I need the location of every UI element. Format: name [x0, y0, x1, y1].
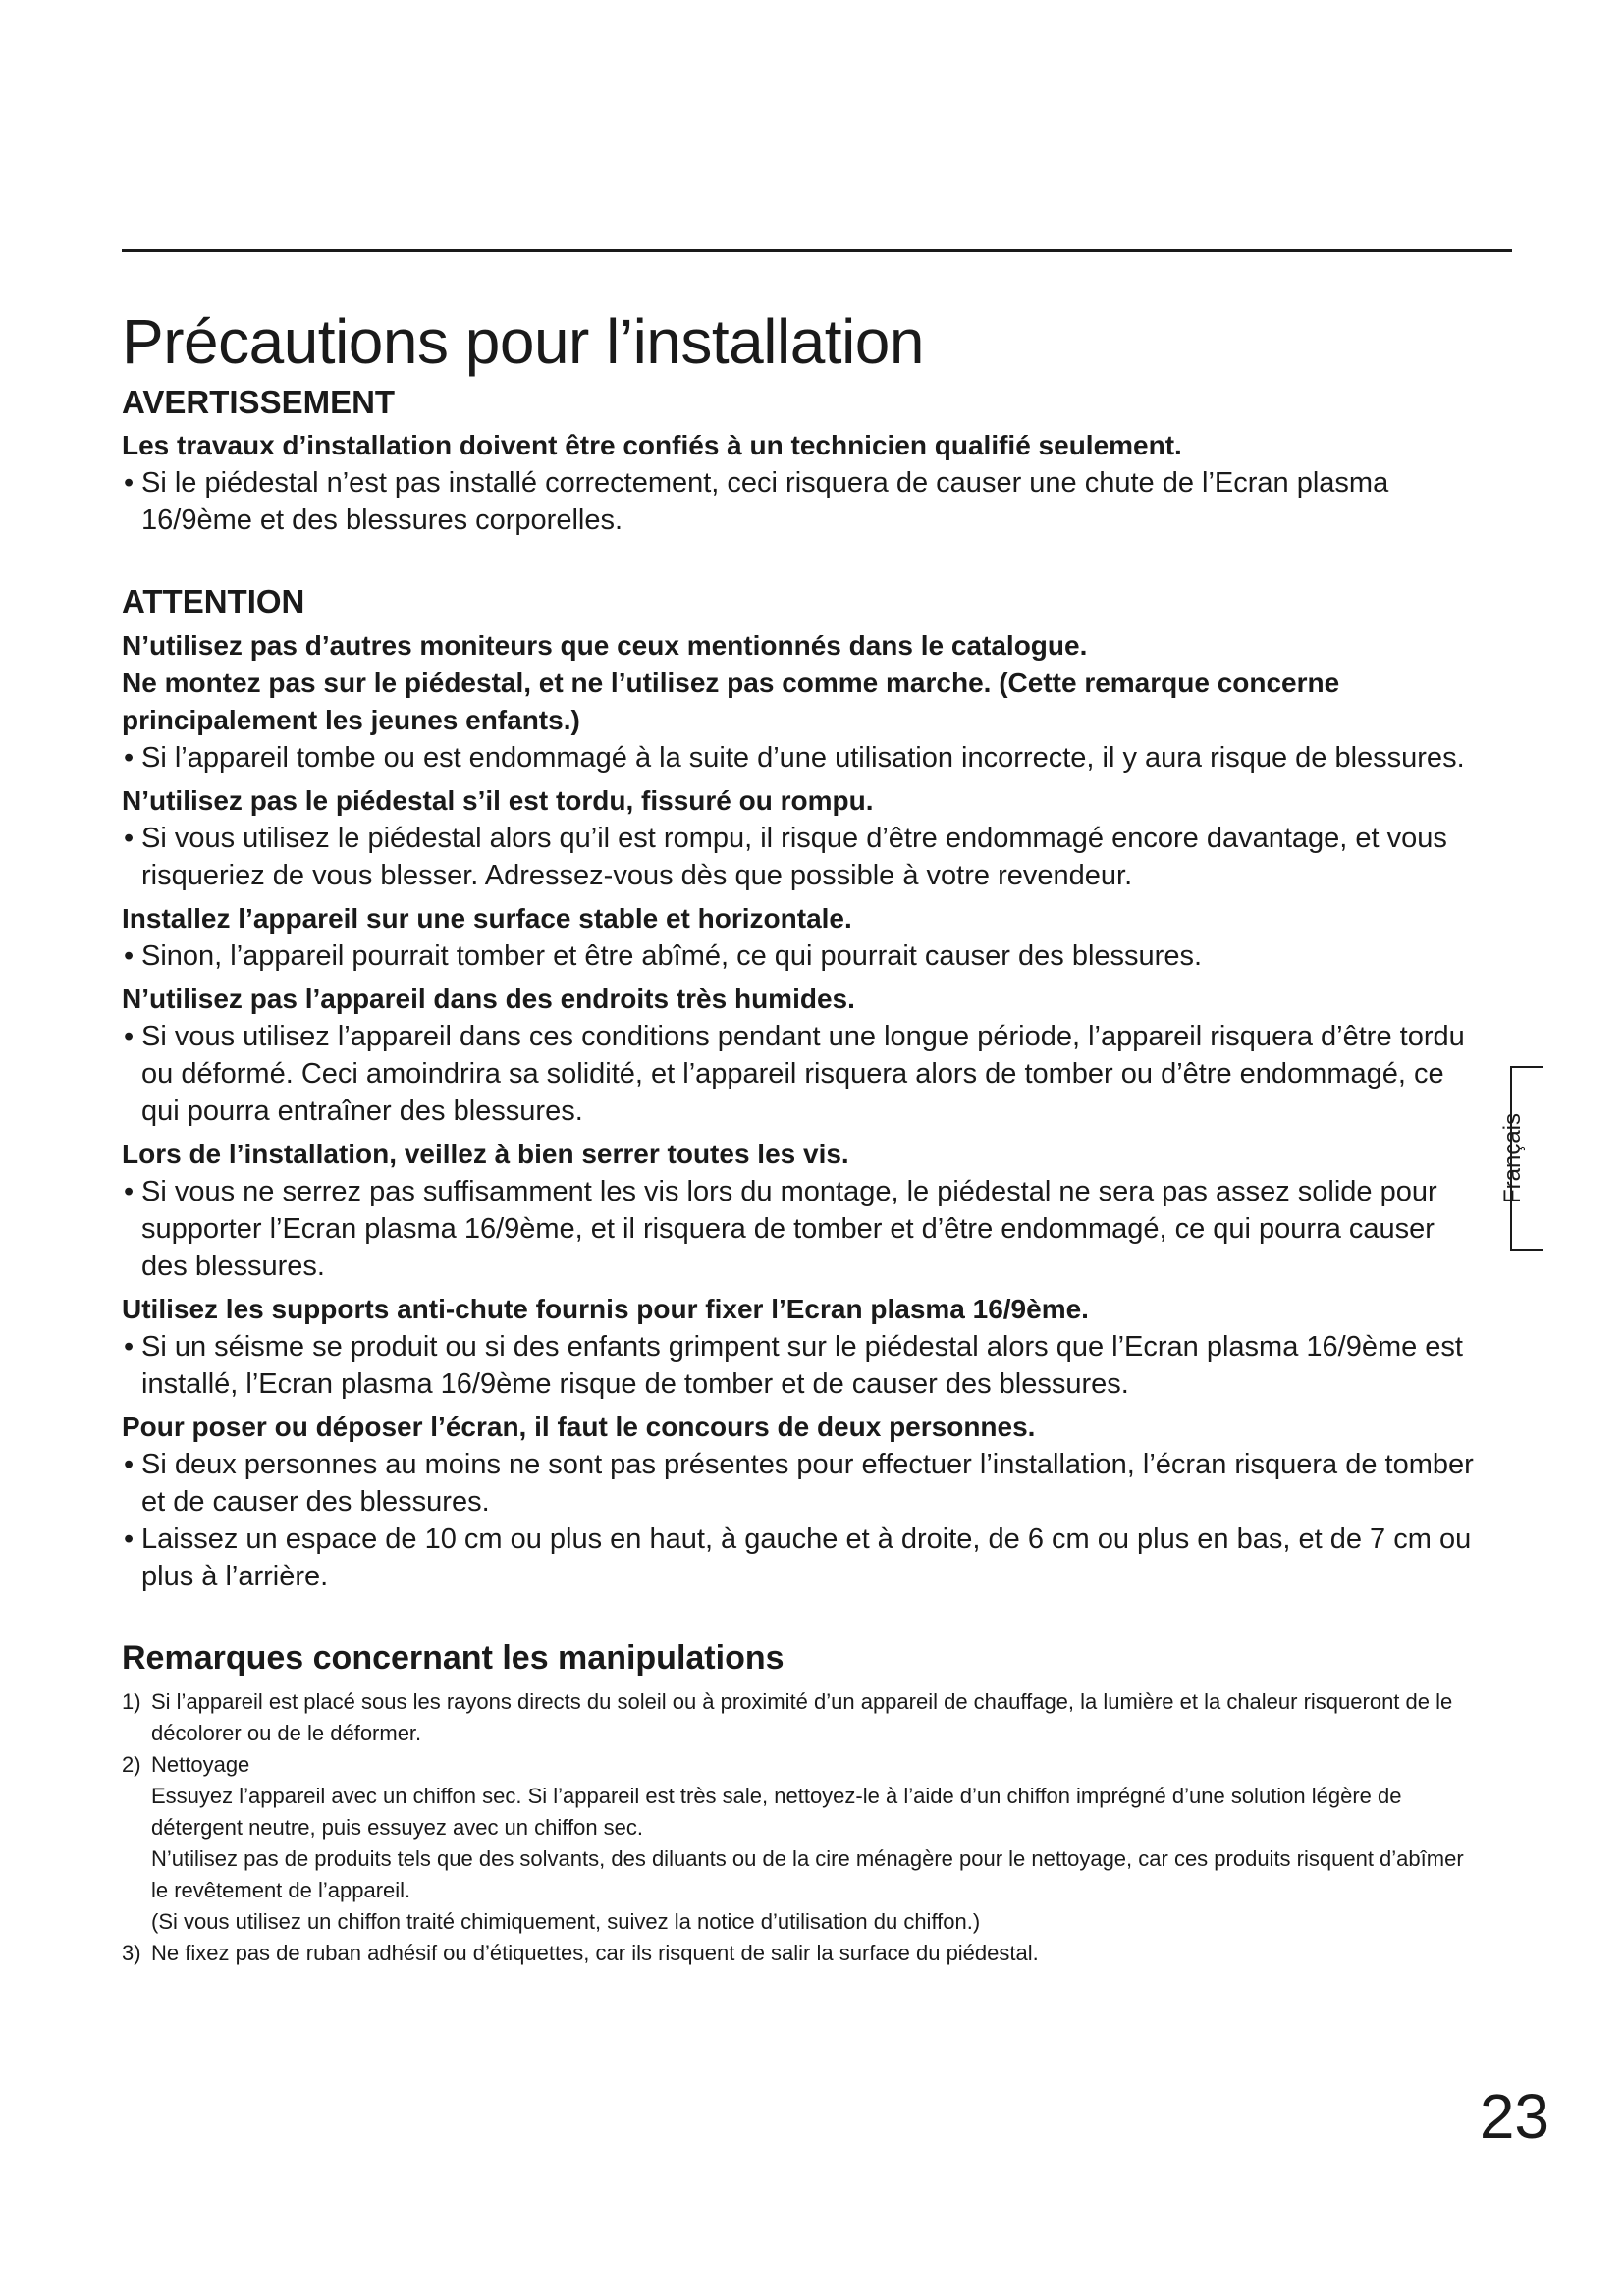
caution-bullets	[122, 1018, 1477, 1130]
caution-bullets	[122, 1173, 1477, 1285]
page-title: Précautions pour l’installation	[122, 306, 924, 377]
remark-text: Essuyez l’appareil avec un chiffon sec. Si l’appareil est très sale, nettoyez-le à l’aide d’un chiffon imprégné d’une solution légère de détergent neutre, puis essuyez avec un chiffon sec.	[151, 1783, 1402, 1840]
remark-number: 3)	[122, 1940, 141, 1965]
remark-item	[122, 1686, 1477, 1749]
top-rule	[122, 249, 1512, 252]
caution-section	[122, 582, 1477, 1595]
remark-item	[122, 1749, 1477, 1938]
remark-text: N’utilisez pas de produits tels que des solvants, des diluants ou de la cire ménagère pour le nettoyage, car ces produits risquent d’abîmer le revêtement de l’appareil.	[151, 1845, 1464, 1902]
remark-title: Nettoyage	[151, 1751, 250, 1777]
caution-bullet: • Si vous utilisez le piédestal alors qu’il est rompu, il risque d’être endommagé encore davantage, et vous risqueriez de vous blesser. Adressez-vous dès que possible à votre revendeur.	[122, 820, 1477, 894]
remarks-heading: Remarques concernant les manipulations	[122, 1638, 785, 1677]
caution-bold-statement: Pour poser ou déposer l’écran, il faut le concours de deux personnes.	[122, 1411, 1036, 1442]
language-side-tab	[1499, 1066, 1543, 1251]
side-tab-label: Français	[1499, 1112, 1526, 1204]
caution-heading: ATTENTION	[122, 583, 305, 620]
caution-bullet: • Si deux personnes au moins ne sont pas présentes pour effectuer l’installation, l’écran risquera de tomber et de causer des blessures.	[122, 1446, 1477, 1521]
page-number: 23	[1479, 2081, 1549, 2152]
remark-text: (Si vous utilisez un chiffon traité chimiquement, suivez la notice d’utilisation du chiffon.)	[151, 1908, 981, 1934]
caution-bold-statement: Utilisez les supports anti-chute fournis pour fixer l’Ecran plasma 16/9ème.	[122, 1293, 1089, 1324]
caution-bullet: • Si l’appareil tombe ou est endommagé à la suite d’une utilisation incorrecte, il y aura risque de blessures.	[122, 739, 1477, 776]
caution-bullet: • Si vous ne serrez pas suffisamment les vis lors du montage, le piédestal ne sera pas assez solide pour supporter l’Ecran plasma 16/9ème, et il risquera de tomber et d’être endommagé, ce qui pourra causer des blessures.	[122, 1173, 1477, 1285]
caution-bullet: • Sinon, l’appareil pourrait tomber et être abîmé, ce qui pourrait causer des blessures.	[122, 937, 1477, 975]
caution-bold-statement: Ne montez pas sur le piédestal, et ne l’utilisez pas comme marche. (Cette remarque concerne principalement les jeunes enfants.)	[122, 667, 1340, 735]
remark-item	[122, 1938, 1477, 1969]
remark-text: Si l’appareil est placé sous les rayons directs du soleil ou à proximité d’un appareil de chauffage, la lumière et la chaleur risqueront de le décolorer ou de le déformer.	[151, 1688, 1453, 1745]
caution-bold-statement: Installez l’appareil sur une surface stable et horizontale.	[122, 902, 852, 934]
warning-bold-statement: Les travaux d’installation doivent être confiés à un technicien qualifié seulement.	[122, 430, 1182, 461]
warning-heading: AVERTISSEMENT	[122, 383, 396, 420]
caution-bullets	[122, 820, 1477, 894]
caution-bullets	[122, 937, 1477, 975]
remarks-section	[122, 1638, 1477, 1969]
page-content	[122, 306, 1477, 1969]
caution-bullet: • Laissez un espace de 10 cm ou plus en haut, à gauche et à droite, de 6 cm ou plus en bas, et de 7 cm ou plus à l’arrière.	[122, 1521, 1477, 1595]
caution-bullets	[122, 1446, 1477, 1595]
caution-bold-statement: Lors de l’installation, veillez à bien serrer toutes les vis.	[122, 1138, 849, 1169]
caution-bullets	[122, 739, 1477, 776]
caution-bullet: • Si un séisme se produit ou si des enfants grimpent sur le piédestal alors que l’Ecran plasma 16/9ème est installé, l’Ecran plasma 16/9ème risque de tomber et de causer des blessures.	[122, 1328, 1477, 1403]
remark-number: 1)	[122, 1688, 141, 1714]
remark-number: 2)	[122, 1751, 141, 1777]
caution-bullets	[122, 1328, 1477, 1403]
warning-bullet: • Si le piédestal n’est pas installé correctement, ceci risquera de causer une chute de l’Ecran plasma 16/9ème et des blessures corporelles.	[122, 464, 1477, 539]
warning-bullets	[122, 464, 1477, 539]
caution-bold-statement: N’utilisez pas d’autres moniteurs que ceux mentionnés dans le catalogue.	[122, 629, 1088, 661]
caution-bold-statement: N’utilisez pas l’appareil dans des endroits très humides.	[122, 983, 855, 1014]
remarks-list	[122, 1686, 1477, 1969]
caution-bullet: • Si vous utilisez l’appareil dans ces conditions pendant une longue période, l’appareil risquera d’être tordu ou déformé. Ceci amoindrira sa solidité, et l’appareil risquera alors de tomber ou d’être endommagé, ce qui pourra entraîner des blessures.	[122, 1018, 1477, 1130]
warning-section	[122, 383, 1477, 540]
remark-text: Ne fixez pas de ruban adhésif ou d’étiquettes, car ils risquent de salir la surface du piédestal.	[151, 1940, 1039, 1965]
caution-bold-statement: N’utilisez pas le piédestal s’il est tordu, fissuré ou rompu.	[122, 784, 874, 816]
